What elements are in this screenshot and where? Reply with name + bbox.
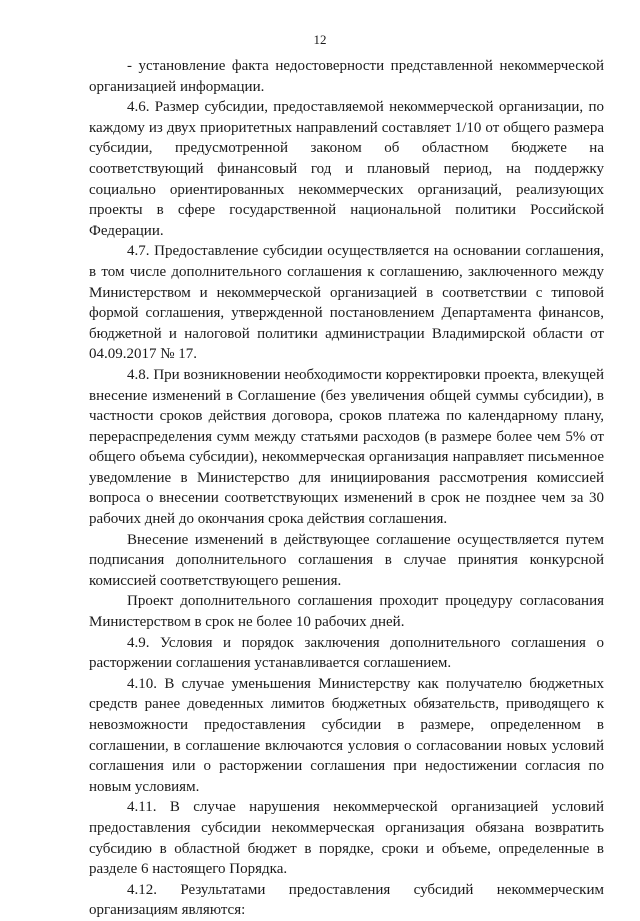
paragraph-4-8: 4.8. При возникновении необходимости корректировки проекта, влекущей внесение изменений в Соглашение (без увеличения общей суммы субсидии), в частности сроков действия договора, сроков платежа по календарному плану, перераспределения сумм между статьями расходов (в размере более чем 5% от общего объема субсидии), некоммерческая организация направляет письменное уведомление в Министерство для инициирования рассмотрения комиссией вопроса о внесении соответствующих изменений в срок не позднее чем за 30 рабочих дней до окончания срока действия соглашения. [89, 366, 604, 528]
paragraph-4-6: 4.6. Размер субсидии, предоставляемой некоммерческой организации, по каждому из двух приоритетных направлений составляет 1/10 от общего размера субсидии, предусмотренной законом об областном бюджете на соответствующий финансовый год и плановый период, на поддержку социально ориентированных некоммерческих организаций, реализующих проекты в сфере государственной национальной политики Российской Федерации. [89, 99, 604, 239]
paragraph-draft-agreement: Проект дополнительного соглашения проходит процедуру согласования Министерством в срок не более 10 рабочих дней. [89, 593, 604, 631]
page-number: 12 [313, 32, 327, 47]
paragraph-4-12: 4.12. Результатами предоставления субсидий некоммерческим организациям являются: [89, 881, 604, 919]
document-body [89, 56, 604, 921]
paragraph-4-10: 4.10. В случае уменьшения Министерству как получателю бюджетных средств ранее доведенных лимитов бюджетных обязательств, приводящего к невозможности предоставления субсидии в размере, определенном в соглашении, в соглашение включаются условия о согласовании новых условий соглашения или о расторжении соглашения при недостижении согласия по новым условиям. [89, 675, 604, 795]
paragraph-bullet-information: - установление факта недостоверности представленной некоммерческой организацией информации. [89, 58, 604, 95]
paragraph-amendments: Внесение изменений в действующее соглашение осуществляется путем подписания дополнительного соглашения в случае принятия конкурсной комиссией соответствующего решения. [89, 531, 604, 589]
paragraph-4-11: 4.11. В случае нарушения некоммерческой организацией условий предоставления субсидии некоммерческая организация обязана возвратить субсидию в областной бюджет в порядке, сроки и объеме, определенные в разделе 6 настоящего Порядка. [89, 799, 604, 878]
paragraph-4-9: 4.9. Условия и порядок заключения дополнительного соглашения о расторжении соглашения устанавливается соглашением. [89, 634, 604, 672]
paragraph-4-7: 4.7. Предоставление субсидии осуществляется на основании соглашения, в том числе дополнительного соглашения к соглашению, заключенного между Министерством и некоммерческой организацией в соответствии с типовой формой соглашения, утвержденной постановлением Департамента финансов, бюджетной и налоговой политики администрации Владимирской области от 04.09.2017 № 17. [89, 243, 604, 363]
